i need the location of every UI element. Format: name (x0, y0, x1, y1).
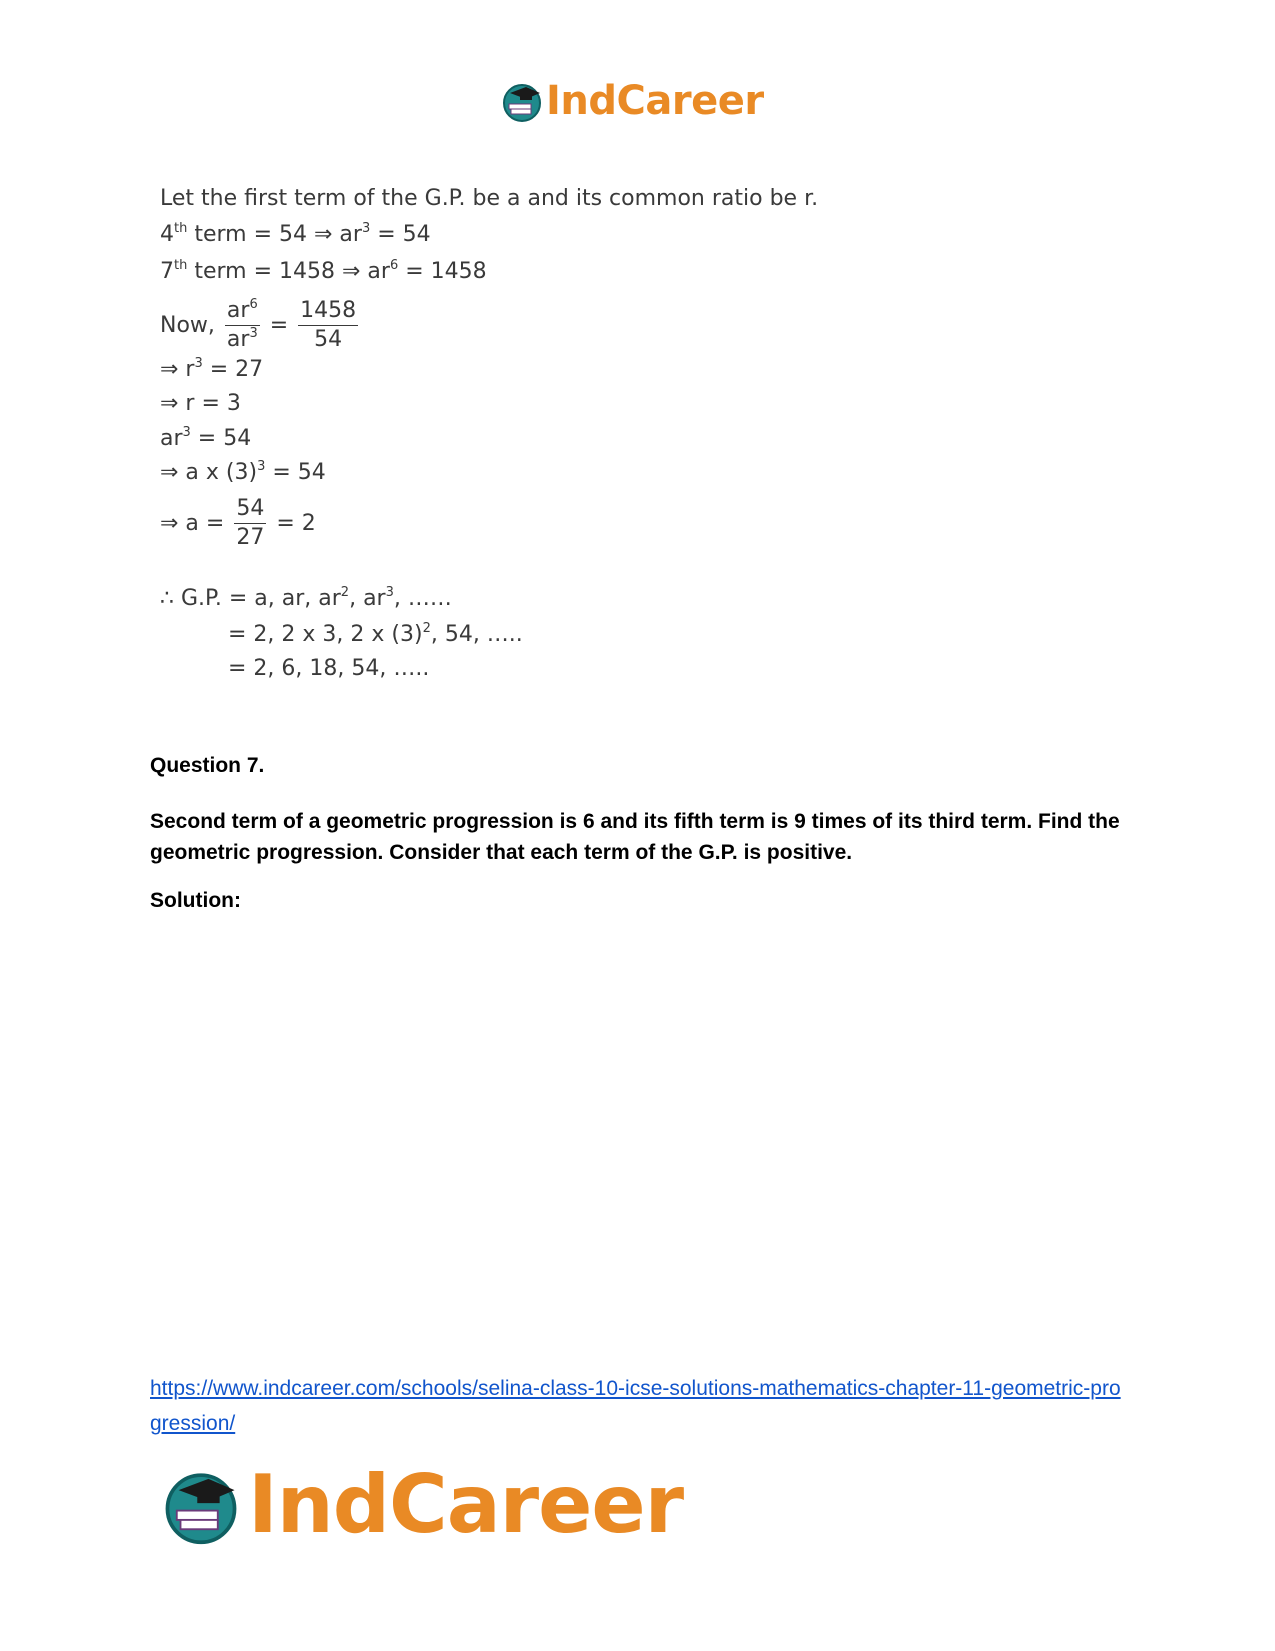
fraction-ar6-ar3: $\frac{ar^6}{ar^3}$ (226, 297, 258, 352)
step-r-cubed: ⇒ $r^3 = 27$ (160, 356, 264, 382)
graduation-globe-icon (500, 79, 544, 123)
fraction-1458-54: $\frac{1458}{54}$ (300, 298, 357, 352)
step-seventh-term: 7th term = 1458 ⇒ $ar^6 = 1458$ (160, 258, 487, 284)
header-logo (500, 78, 764, 124)
step-a-value: ⇒ a = $\frac{54}{27}$ = 2 (160, 496, 316, 550)
step-substitute: ⇒ a x $(3)^3 = 54$ (160, 459, 326, 485)
question-title: Question 7. (150, 754, 265, 777)
step-ar-cubed: $ar^3 = 54$ (160, 425, 252, 451)
step-gp-result: = 2, 6, 18, 54, ….. (228, 656, 430, 681)
step-gp-substituted: = 2, 2 x 3, 2 x $(3)^2$, 54, ….. (228, 621, 523, 647)
logo-wordmark: IndCareer (546, 78, 764, 124)
graduation-globe-icon (160, 1464, 242, 1546)
step-intro: Let the first term of the G.P. be a and its common ratio be r. (160, 186, 819, 211)
step-ratio: Now, $\frac{ar^6}{ar^3}$ = $\frac{1458}{54}$ (160, 297, 357, 352)
solution-label: Solution: (150, 889, 241, 912)
question-text: Second term of a geometric progression is 6 and its fifth term is 9 times of its third term. Find the geometric progression. Consider that each term of the G.P. is positive. (150, 810, 1120, 864)
step-gp-general: ∴ G.P. = a, ar, $ar^2$, $ar^3$, …… (160, 585, 452, 611)
source-url-link[interactable]: https://www.indcareer.com/schools/selina-class-10-icse-solutions-mathematics-chapter-11-geometric-progression/ (150, 1377, 1121, 1435)
step-r-value: ⇒ r = 3 (160, 391, 241, 416)
logo-wordmark: IndCareer (248, 1458, 684, 1551)
fraction-54-27: $\frac{54}{27}$ (236, 496, 265, 550)
footer-logo (160, 1458, 683, 1551)
step-fourth-term: 4th term = 54 ⇒ $ar^3 = 54$ (160, 221, 431, 247)
